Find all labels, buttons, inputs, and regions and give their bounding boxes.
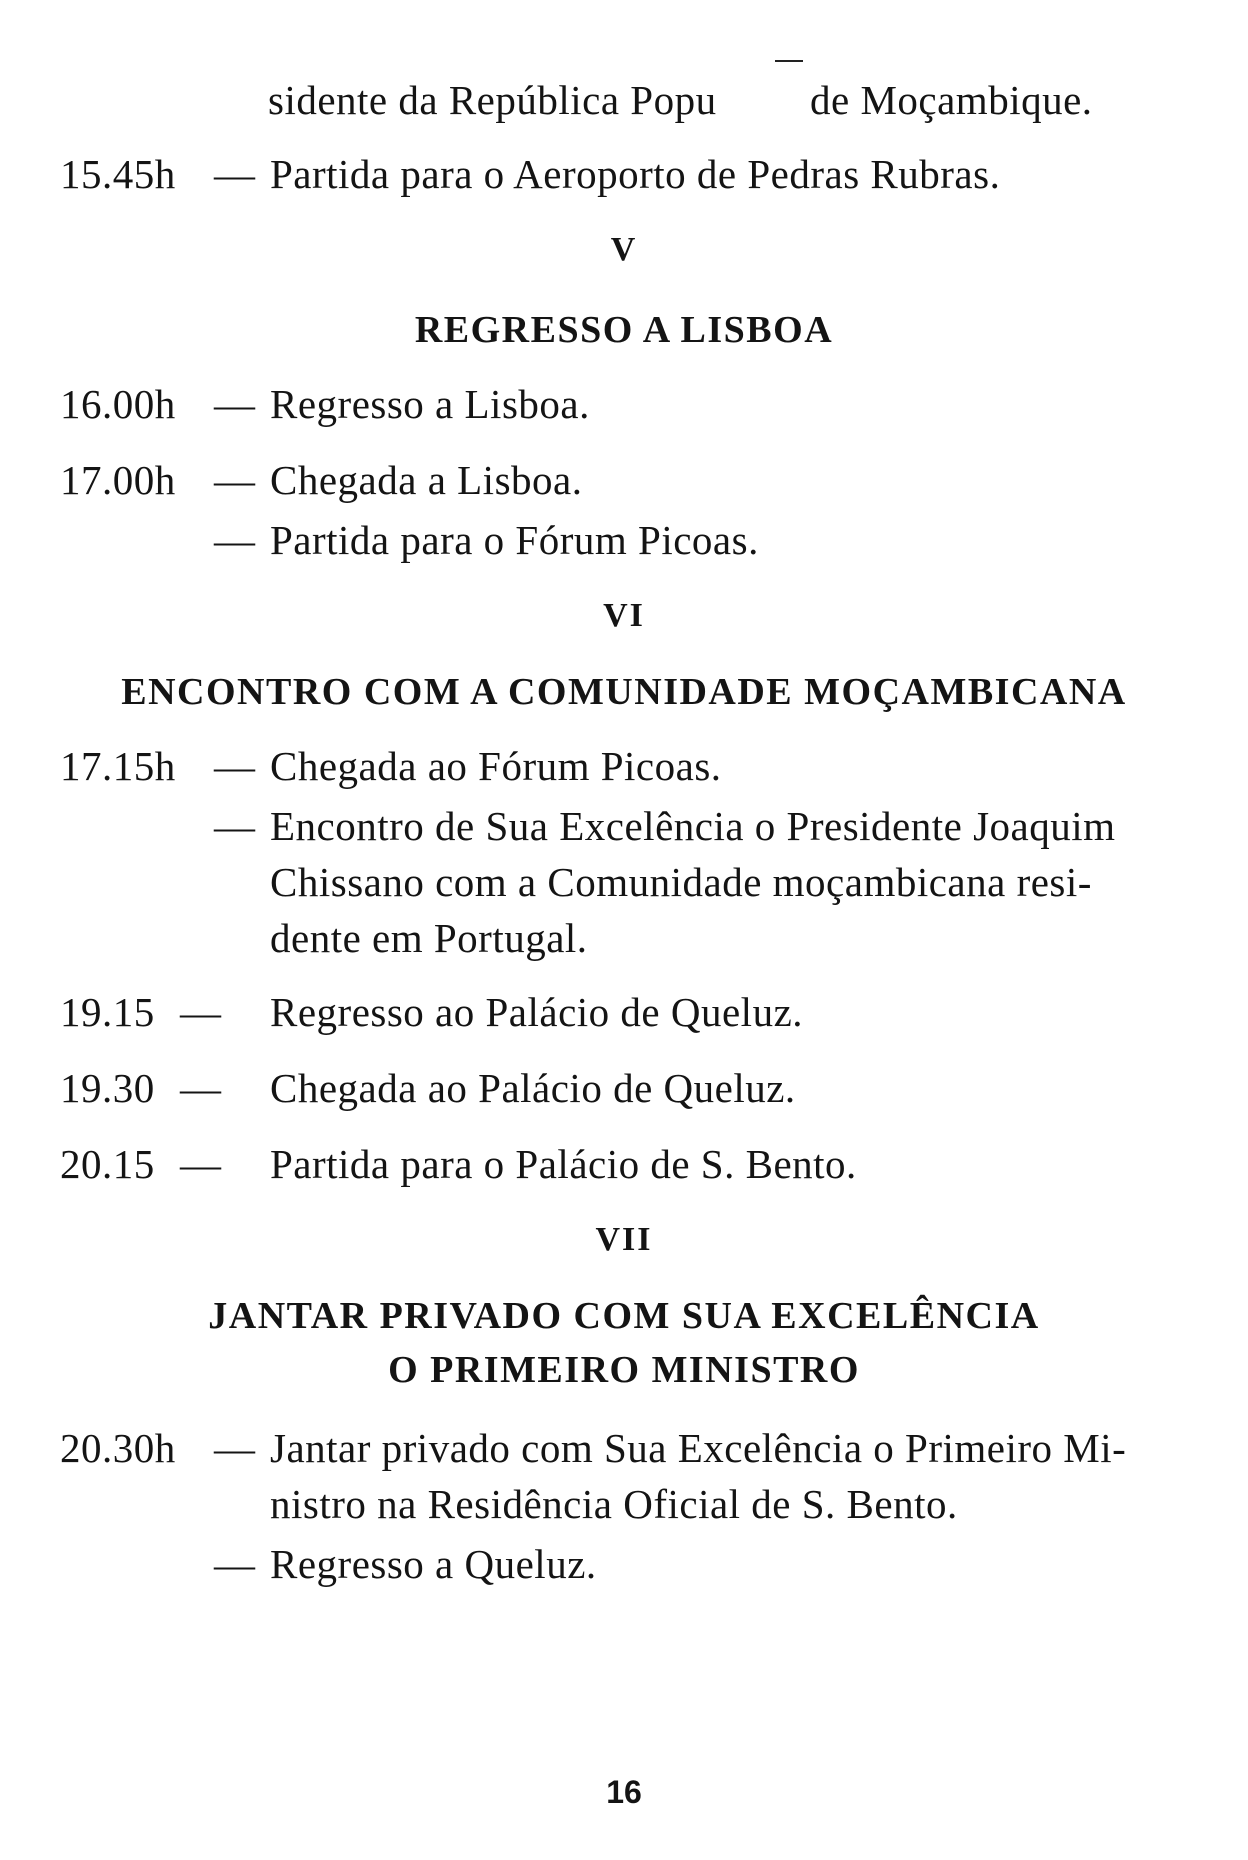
entry-dash: —: [214, 743, 255, 789]
entry-text: Jantar privado com Sua Excelência o Primeiro Mi-: [270, 1425, 1127, 1471]
entry-dash: —: [180, 1065, 221, 1111]
continuation-text-end: de Moçambique.: [810, 77, 1093, 123]
section-heading-line1: JANTAR PRIVADO COM SUA EXCELÊNCIA: [208, 1295, 1040, 1337]
entry-dash: —: [214, 1425, 255, 1471]
entry-dash: —: [214, 517, 255, 563]
section-heading-line2: O PRIMEIRO MINISTRO: [388, 1349, 860, 1391]
entry-time: 15.45h: [60, 151, 176, 197]
section-numeral: VII: [595, 1221, 653, 1258]
entry-time: 17.15h: [60, 743, 176, 789]
entry-dash: —: [214, 151, 255, 197]
entry-time: 16.00h: [60, 381, 176, 427]
entry-text: Chegada a Lisboa.: [270, 457, 583, 503]
entry-text: nistro na Residência Oficial de S. Bento.: [270, 1481, 958, 1527]
section-numeral: VI: [603, 597, 645, 634]
entry-time: 20.30h: [60, 1425, 176, 1471]
entry-text: Chegada ao Palácio de Queluz.: [270, 1065, 796, 1111]
page-number: 16: [606, 1774, 642, 1810]
entry-text: Regresso a Queluz.: [270, 1541, 597, 1587]
entry-text: Encontro de Sua Excelência o Presidente Joaquim: [270, 803, 1116, 849]
entry-text: Regresso ao Palácio de Queluz.: [270, 989, 804, 1035]
entry-text: Partida para o Fórum Picoas.: [270, 517, 759, 563]
entry-time: 19.30: [60, 1065, 155, 1111]
entry-text: Partida para o Aeroporto de Pedras Rubras.: [270, 151, 1001, 197]
entry-text: Chegada ao Fórum Picoas.: [270, 743, 722, 789]
entry-dash: —: [214, 457, 255, 503]
continuation-text-start: sidente da República Popu: [268, 77, 717, 123]
entry-dash: —: [180, 1141, 221, 1187]
entry-dash: —: [214, 1541, 255, 1587]
section-heading: ENCONTRO COM A COMUNIDADE MOÇAMBICANA: [121, 671, 1127, 713]
entry-time: 17.00h: [60, 457, 176, 503]
entry-time: 20.15: [60, 1141, 155, 1187]
entry-text: dente em Portugal.: [270, 915, 588, 961]
section-numeral: V: [610, 231, 638, 268]
entry-text: Regresso a Lisboa.: [270, 381, 590, 427]
section-heading: REGRESSO A LISBOA: [414, 309, 834, 351]
entry-text: Partida para o Palácio de S. Bento.: [270, 1141, 857, 1187]
entry-text: Chissano com a Comunidade moçambicana resi-: [270, 859, 1092, 905]
entry-dash: —: [214, 803, 255, 849]
entry-time: 19.15: [60, 989, 155, 1035]
tilde-mark: [775, 60, 803, 62]
entry-dash: —: [214, 381, 255, 427]
entry-dash: —: [180, 989, 221, 1035]
